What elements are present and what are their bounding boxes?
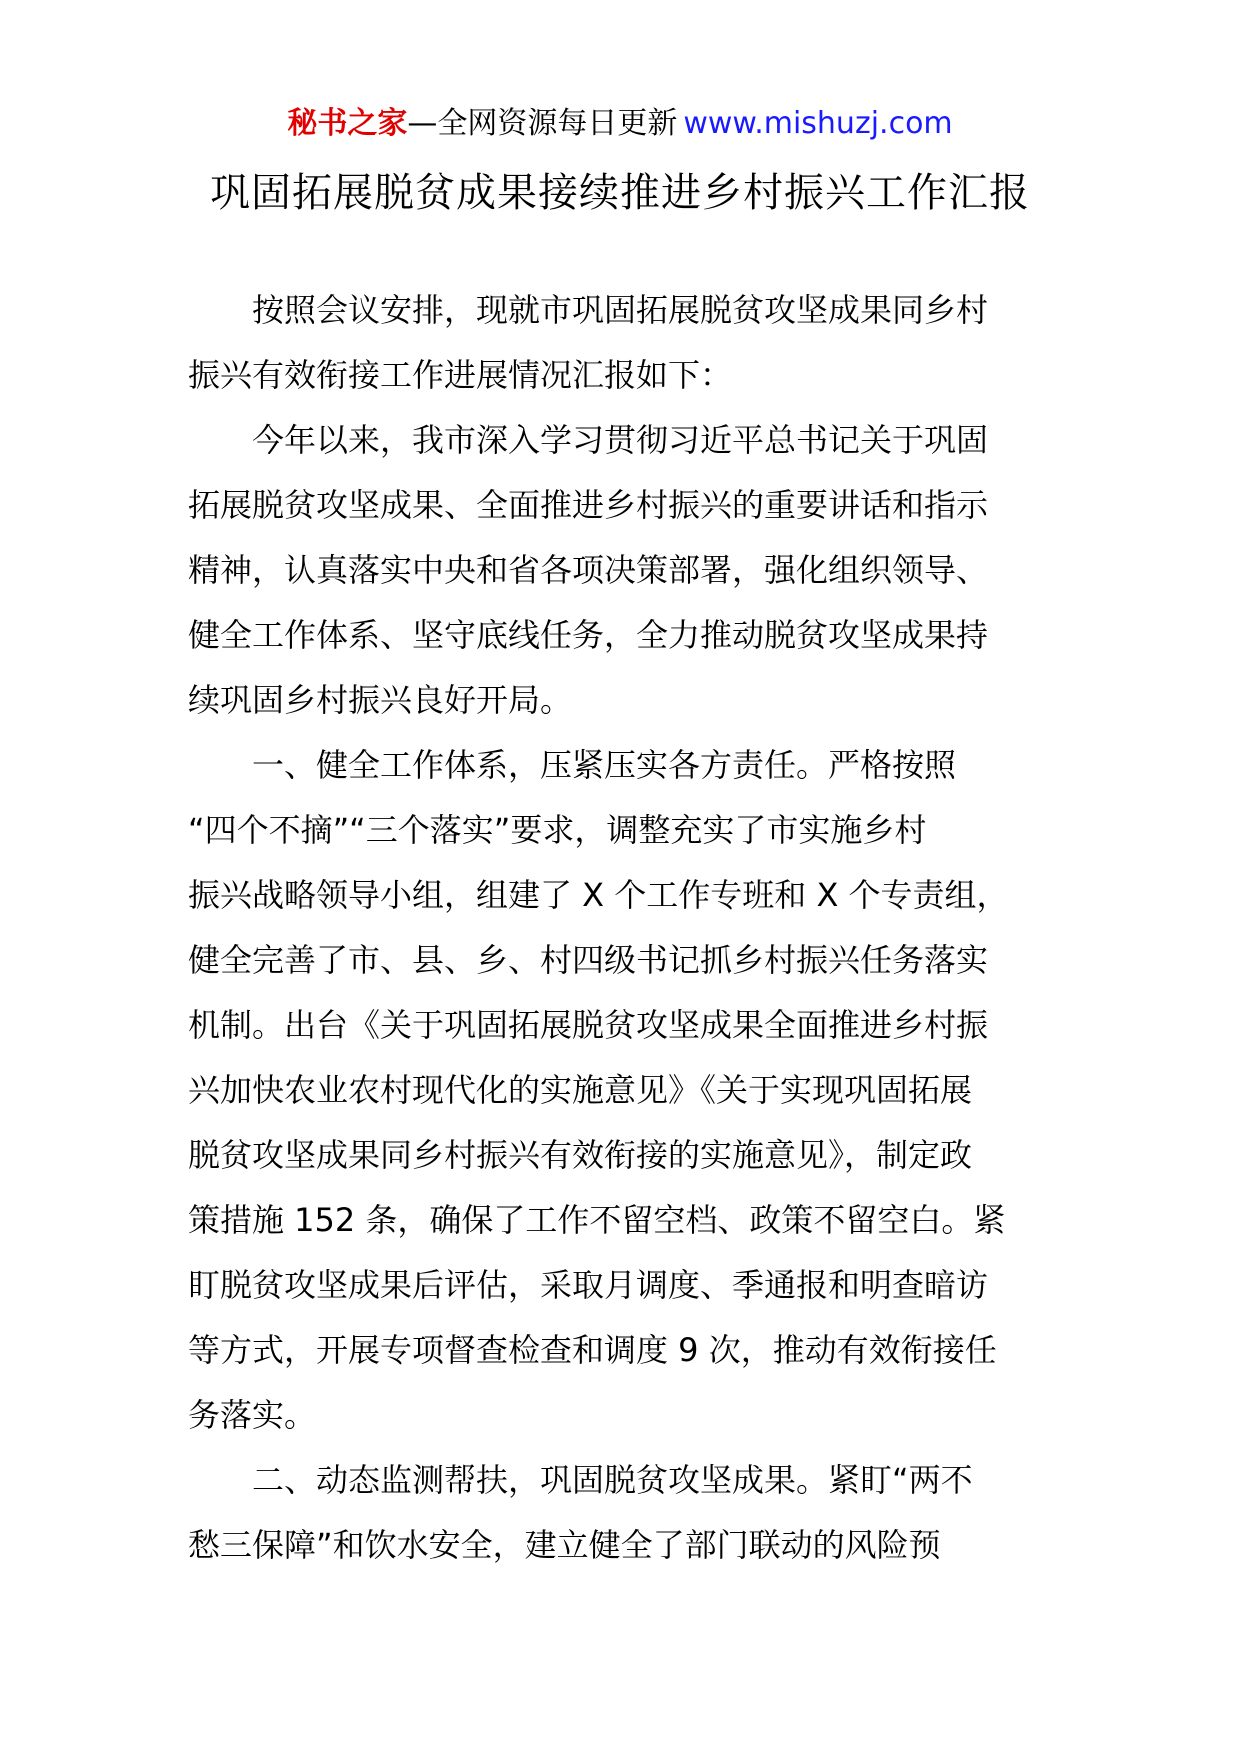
paragraph-line: 务落实。 <box>188 1396 317 1434</box>
paragraph-line: 振兴战略领导小组，组建了 X 个工作专班和 X 个专责组， <box>188 876 1009 914</box>
document-body <box>188 292 1050 1592</box>
paragraph-line: 精神，认真落实中央和省各项决策部署，强化组织领导、 <box>188 551 989 589</box>
paragraph-line: 脱贫攻坚成果同乡村振兴有效衔接的实施意见》，制定政 <box>188 1136 973 1174</box>
section-heading-line: 二、动态监测帮扶，巩固脱贫攻坚成果。紧盯“两不 <box>252 1461 973 1499</box>
paragraph-line: 按照会议安排，现就市巩固拓展脱贫攻坚成果同乡村 <box>252 291 989 329</box>
paragraph-line: “四个不摘”“三个落实”要求，调整充实了市实施乡村 <box>188 811 927 849</box>
paragraph-line: 愁三保障”和饮水安全，建立健全了部门联动的风险预 <box>188 1526 941 1564</box>
paragraph-line: 续巩固乡村振兴良好开局。 <box>188 681 573 719</box>
header-slogan: —全网资源每日更新 <box>407 106 678 141</box>
document-title: 巩固拓展脱贫成果接续推进乡村振兴工作汇报 <box>210 170 1030 216</box>
site-header <box>0 100 1240 148</box>
paragraph-line: 盯脱贫攻坚成果后评估，采取月调度、季通报和明查暗访 <box>188 1266 989 1304</box>
paragraph-line: 振兴有效衔接工作进展情况汇报如下： <box>188 356 733 394</box>
paragraph-line: 健全工作体系、坚守底线任务，全力推动脱贫攻坚成果持 <box>188 616 989 654</box>
paragraph-line: 机制。出台《关于巩固拓展脱贫攻坚成果全面推进乡村振 <box>188 1006 989 1044</box>
paragraph-line: 拓展脱贫攻坚成果、全面推进乡村振兴的重要讲话和指示 <box>188 486 989 524</box>
paragraph-line: 健全完善了市、县、乡、村四级书记抓乡村振兴任务落实 <box>188 941 989 979</box>
paragraph-line: 策措施 152 条，确保了工作不留空档、政策不留空白。紧 <box>188 1201 1006 1239</box>
paragraph-line: 兴加快农业农村现代化的实施意见》《关于实现巩固拓展 <box>188 1071 973 1109</box>
brand-name: 秘书之家 <box>287 106 408 141</box>
website-link[interactable]: www.mishuzj.com <box>683 106 953 141</box>
paragraph-line: 今年以来，我市深入学习贯彻习近平总书记关于巩固 <box>252 421 989 459</box>
paragraph-line: 等方式，开展专项督查检查和调度 9 次，推动有效衔接任 <box>188 1331 997 1369</box>
section-heading-line: 一、健全工作体系，压紧压实各方责任。严格按照 <box>252 746 957 784</box>
